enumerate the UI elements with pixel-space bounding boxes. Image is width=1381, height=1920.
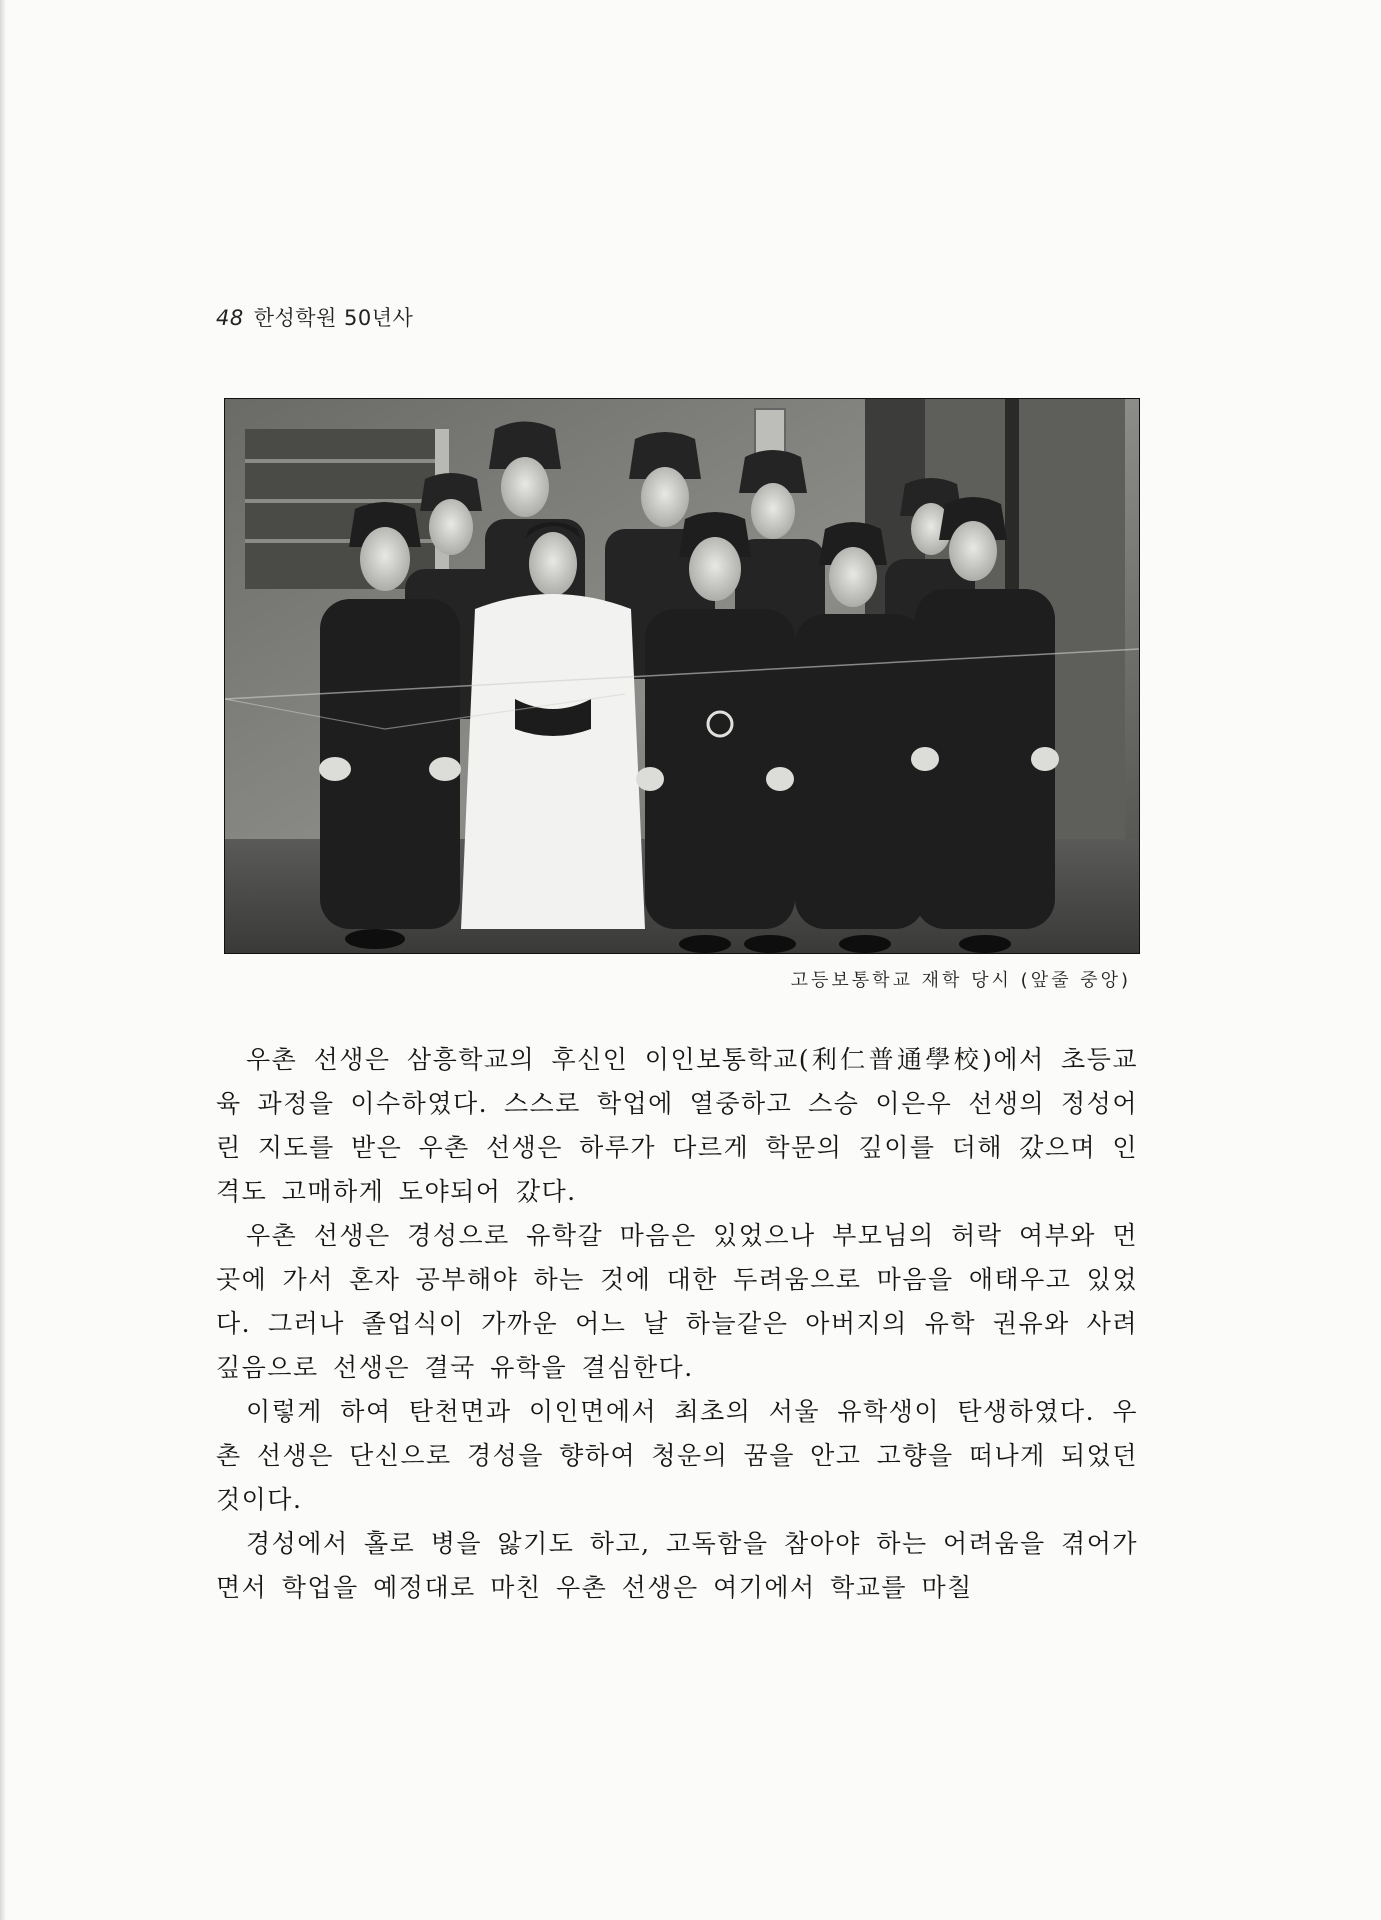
- paragraph: 이렇게 하여 탄천면과 이인면에서 최초의 서울 유학생이 탄생하였다. 우촌 선생은 단신으로 경성을 향하여 청운의 꿈을 안고 고향을 떠나게 되었던 것이다.: [216, 1397, 1138, 1514]
- paragraph: 경성에서 홀로 병을 앓기도 하고, 고독함을 참아야 하는 어려움을 겪어가면서 학업을 예정대로 마친 우촌 선생은 여기에서 학교를 마칠: [216, 1529, 1138, 1602]
- paragraph: 우촌 선생은 삼흥학교의 후신인 이인보통학교(利仁普通學校)에서 초등교육 과정을 이수하였다. 스스로 학업에 열중하고 스승 이은우 선생의 정성어린 지도를 받은 우촌 선생은 하루가 다르게 학문의 깊이를 더해 갔으며 인격도 고매하게 도야되어 갔다.: [216, 1045, 1138, 1206]
- paragraph: 우촌 선생은 경성으로 유학갈 마음은 있었으나 부모님의 허락 여부와 먼 곳에 가서 혼자 공부해야 하는 것에 대한 두려움으로 마음을 애태우고 있었다. 그러나 졸업식이 가까운 어느 날 하늘같은 아버지의 유학 권유와 사려 깊음으로 선생은 결국 유학을 결심한다.: [216, 1221, 1138, 1382]
- page-number: 48: [216, 306, 244, 330]
- body-text: [216, 1038, 1138, 1610]
- photo-caption: 고등보통학교 재학 당시 (앞줄 중앙): [790, 970, 1131, 991]
- group-photo: [224, 398, 1140, 954]
- book-title: 한성학원 50년사: [253, 306, 414, 330]
- page-edge: [0, 0, 6, 1920]
- running-header: [216, 302, 413, 332]
